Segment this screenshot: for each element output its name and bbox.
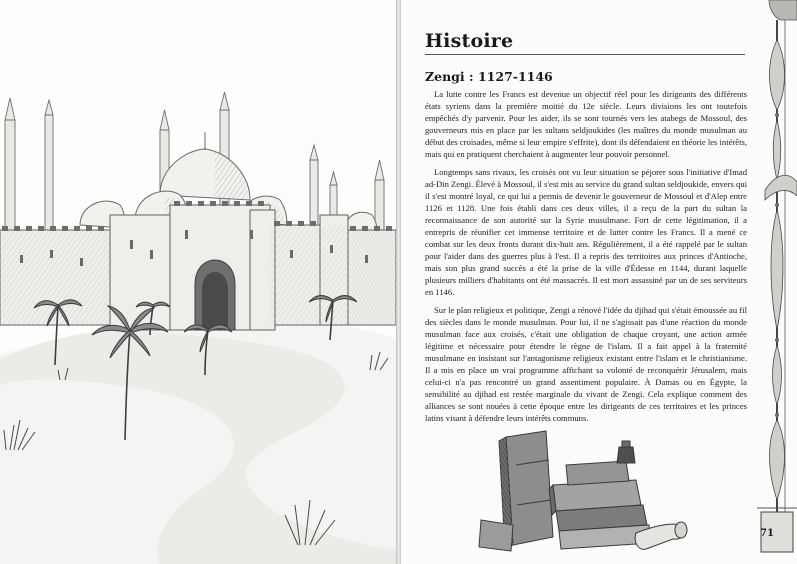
paragraph-1: La lutte contre les Francs est devenue un objectif réel pour les dirigeants des différents états syriens dans la première moitié du 12e siècle. Leurs divisions les ont toutefois empêchés d'y parvenir. Pour les aider, ils se sont tournés vers les atabegs de Mossoul, des gouverneurs mis en place par les sultans seldjoukides (les maîtres du monde musulman au début des croisades, même si leur empire s'effrite), dont ils défendaient en théorie les intérêts, mais qui en pratiquent cherchaient à augmenter leur pouvoir personnel. [425, 89, 747, 159]
left-page [0, 0, 396, 564]
ornamental-border [747, 0, 797, 564]
article-body [425, 89, 747, 431]
books-illustration [461, 425, 691, 555]
paragraph-3: Sur le plan religieux et politique, Zengi a rénové l'idée du djihad qui s'était émoussée au fil des siècles dans le monde musulman. Pour lui, il ne s'agissait pas d'une réaction du monde musulman face aux croisés, c'était une obligation de chaque croyant, une action armée légitime et nécessaire pour étendre le règne de l'islam. Il a fait appel à la fraternité musulmane en insistant sur l'antagonisme religieux existant entre l'islam et le christianisme. Il a mis en place un vrai programme affichant sa volonté de reconquérir Jérusalem, mais celui-ci n'a pas rencontré un grand assentiment populaire. À Damas ou en Égypte, la sensibilité au djihad est restée marginale du vivant de Zengi. Cela explique comment des alliances se sont nouées à cette époque entre les dirigeants de ces territoires et les princes latins visant à défendre leurs intérêts communs. [425, 305, 747, 423]
title-divider [425, 54, 745, 55]
page-title: Histoire [425, 30, 514, 52]
section-heading: Zengi : 1127-1146 [425, 69, 553, 84]
page-number: 71 [760, 528, 774, 539]
right-page [401, 0, 797, 564]
city-illustration [0, 0, 396, 564]
paragraph-2: Longtemps sans rivaux, les croisés ont vu leur situation se péjorer sous l'initiative d'Imad ad-Din Zengi. Élevé à Mossoul, il s'est mis au service du grand sultan seldjoukide, envers qui il s'est montré loyal, ce qui lui a permis de devenir le gouverneur de Mossoul et d'Alep entre 1126 et 1128. Une fois établi dans ces deux villes, il a reçu de la part du sultan la reconnaissance de son autorité sur la Syrie musulmane. Fort de cette légitimation, il a entrepris de réunifier cet immense territoire et de lutter contre les Francs. Il a mené ce combat sur les deux fronts durant dix-huit ans. Régulièrement, il a été rappelé par le sultan pour l'aider dans des guerres plus à l'est. Il a repris des territoires aux princes d'Antioche, mais son plus grand succès a été la prise de la ville d'Édesse en 1144, durant laquelle plusieurs milliers d'habitants ont été massacrés. Il est mort assassiné par un de ses serviteurs en 1146. [425, 167, 747, 297]
